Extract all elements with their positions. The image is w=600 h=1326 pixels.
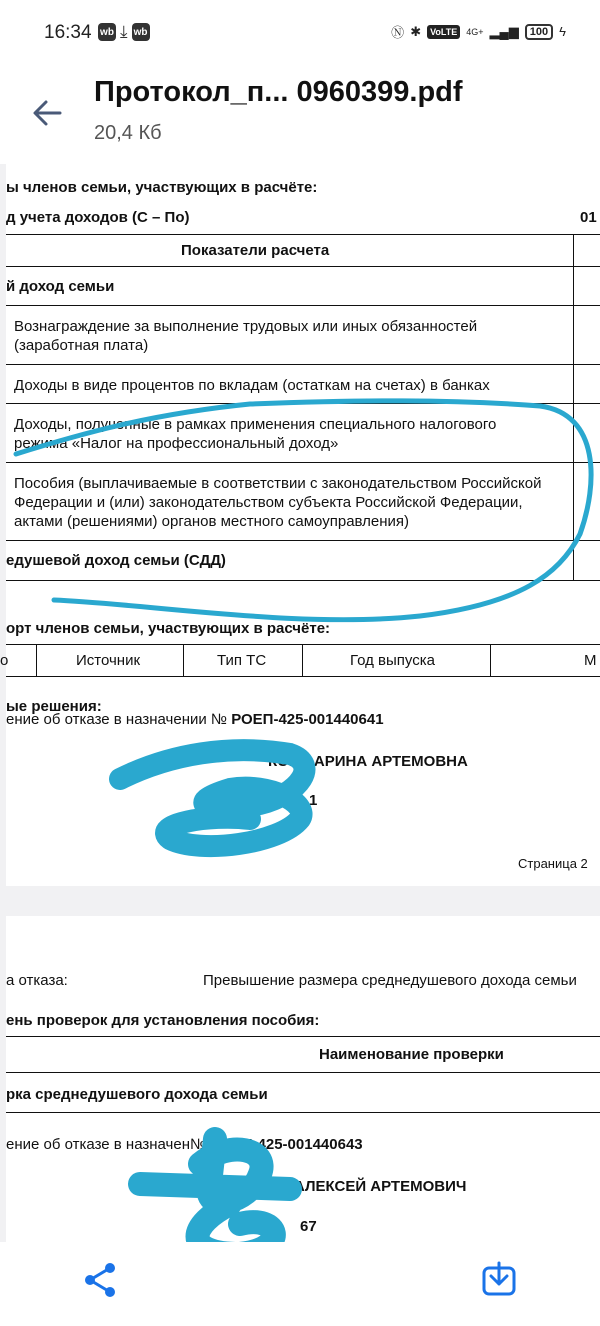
- table-line: [6, 676, 600, 677]
- table-line: [6, 462, 600, 463]
- decision-line-2: ение об отказе в назначен№ РОЕП-425-001440643: [6, 1136, 363, 1153]
- share-icon[interactable]: [80, 1260, 120, 1300]
- table-line: [6, 580, 600, 581]
- check-row: рка среднедушевого дохода семьи: [6, 1086, 268, 1103]
- table-line: [6, 266, 600, 267]
- decision-number-symbol: №: [190, 1136, 207, 1153]
- person-name-2: АЛЕКСЕЙ АРТЕМОВИЧ: [294, 1178, 467, 1195]
- file-size: 20,4 Кб: [94, 122, 162, 144]
- bottom-toolbar: [0, 1242, 600, 1326]
- notification-icons: [98, 23, 150, 41]
- decisions-heading: ые решения:: [6, 698, 102, 715]
- person-name: КОВА АРИНА АРТЕМОВНА: [268, 753, 468, 770]
- network-type: 4G+: [466, 26, 484, 37]
- reason-value: Превышение размера среднедушевого дохода семьи: [203, 972, 577, 989]
- reason-label: а отказа:: [6, 972, 68, 989]
- app-bar: [0, 68, 600, 164]
- table-line: [6, 234, 600, 235]
- nfc-icon: Ⓝ: [391, 25, 405, 40]
- battery-icon: 100: [525, 24, 553, 40]
- pdf-page-3: [6, 916, 600, 1246]
- sdd-label: едушевой доход семьи (СДД): [6, 552, 226, 569]
- table-line: [6, 1036, 600, 1037]
- pdf-page-2: [0, 164, 600, 886]
- decision-number: РОЕП-425-001440641: [231, 711, 384, 728]
- table-line: [490, 644, 491, 676]
- wb-app-icon: wb: [98, 23, 116, 41]
- charging-icon: ϟ: [559, 24, 566, 39]
- decision-line: ение об отказе в назначении № РОЕП-425-001440641: [6, 711, 384, 728]
- wb-app-icon-2: wb: [132, 23, 150, 41]
- table-header: Показатели расчета: [181, 242, 330, 259]
- income-row-benefits: Пособия (выплачиваемые в соответствии с законодательством Российской Федерации и (или) законодательством субъекта Российской Федерации, актами (решениями) органов местного самоуправления): [14, 475, 542, 530]
- partial-code: 1: [309, 792, 318, 809]
- period-label: д учета доходов (С – По): [6, 209, 190, 226]
- system-icons: [391, 22, 566, 41]
- volte-badge: VoLTE: [427, 25, 460, 39]
- income-row-salary: Вознаграждение за выполнение трудовых или иных обязанностей (заработная плата): [14, 318, 478, 354]
- income-row-deposits: Доходы в виде процентов по вкладам (остаткам на счетах) в банках: [14, 377, 490, 394]
- page-number: Страница 2: [518, 856, 588, 871]
- table-line: [6, 644, 600, 645]
- status-bar: [0, 0, 600, 68]
- transport-col-year: Год выпуска: [350, 652, 435, 669]
- transport-col-source: Источник: [76, 652, 141, 669]
- bluetooth-icon: ✱: [410, 23, 422, 39]
- income-row-selfemployed: Доходы, полученные в рамках применения специального налогового режима «Налог на профессиональный доход»: [14, 416, 497, 452]
- status-time: 16:34: [44, 22, 92, 43]
- transport-heading: орт членов семьи, участвующих в расчёте:: [6, 620, 331, 637]
- table-line: [36, 644, 37, 676]
- table-line: [6, 1112, 600, 1113]
- transport-col-type: Тип ТС: [217, 652, 267, 669]
- decision-number-2: РОЕП-425-001440643: [210, 1136, 363, 1153]
- back-arrow-icon[interactable]: [30, 96, 64, 130]
- period-value: 01: [580, 209, 597, 226]
- download-icon[interactable]: [480, 1260, 518, 1298]
- table-line: [6, 540, 600, 541]
- transport-col-m: М: [584, 652, 597, 669]
- total-income-label: й доход семьи: [6, 278, 115, 295]
- pdf-viewer[interactable]: [0, 164, 600, 1242]
- table-line: [302, 644, 303, 676]
- table-line: [6, 1072, 600, 1073]
- table-line: [6, 364, 600, 365]
- checks-column-header: Наименование проверки: [319, 1046, 504, 1063]
- members-heading: ы членов семьи, участвующих в расчёте:: [6, 179, 318, 196]
- table-line: [573, 234, 574, 580]
- table-line: [6, 305, 600, 306]
- table-line: [183, 644, 184, 676]
- table-line: [6, 403, 600, 404]
- transport-col-no: о: [0, 652, 9, 669]
- checks-heading: ень проверок для установления пособия:: [6, 1012, 320, 1029]
- partial-code-2: 67: [300, 1218, 317, 1235]
- file-title: Протокол_п... 0960399.pdf: [94, 76, 463, 108]
- download-icon: ⤓: [120, 22, 128, 41]
- signal-icon: ▂▄▆: [489, 23, 519, 39]
